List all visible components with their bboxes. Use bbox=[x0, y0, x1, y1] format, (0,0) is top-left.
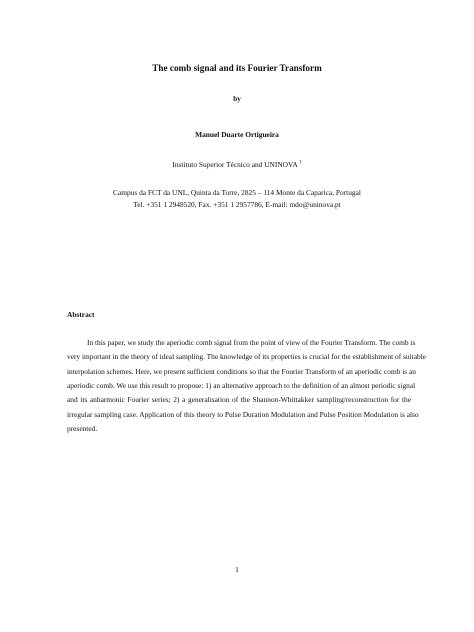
affiliation-text: Instituto Superior Técnico and UNINOVA bbox=[172, 160, 298, 169]
contact-line: Tel. +351 1 2948520, Fax. +351 1 2957786, E-mail: mdo@uninova.pt bbox=[133, 200, 341, 209]
abstract-line: very important in the theory of ideal sampling. The knowledge of its properties is crucial for the establishment of suitable bbox=[67, 352, 427, 362]
by-line: by bbox=[233, 95, 241, 103]
abstract-line: and its anharmonic Fourier series; 2) a generalisation of the Shannon-Whittakker sampling/reconstruction for the bbox=[67, 395, 411, 405]
abstract-line: interpolation schemes. Here, we present sufficient conditions so that the Fourier Transform of an aperiodic comb is an bbox=[67, 366, 416, 376]
abstract-heading: Abstract bbox=[67, 310, 95, 319]
affiliation-footnote-mark: 1 bbox=[299, 160, 302, 166]
address-line-1: Campus da FCT da UNL, Quinta da Torre, 2825 – 114 Monte da Caparica, Portugal bbox=[113, 188, 361, 197]
page-number: 1 bbox=[235, 565, 239, 574]
author-name: Manuel Duarte Ortigueira bbox=[195, 130, 279, 139]
abstract-line: irregular sampling case. Application of this theory to Pulse Duration Modulation and Pulse Position Modulation is also bbox=[67, 409, 419, 419]
abstract-line: aperiodic comb. We use this result to propose: 1) an alternative approach to the definition of an almost periodic signal bbox=[67, 381, 416, 391]
abstract-line: In this paper, we study the aperiodic comb signal from the point of view of the Fourier Transform. The comb is bbox=[87, 338, 416, 347]
abstract-line: presented. bbox=[67, 424, 98, 434]
affiliation bbox=[0, 160, 474, 169]
paper-title: The comb signal and its Fourier Transform bbox=[152, 63, 322, 73]
abstract-body bbox=[67, 336, 427, 436]
